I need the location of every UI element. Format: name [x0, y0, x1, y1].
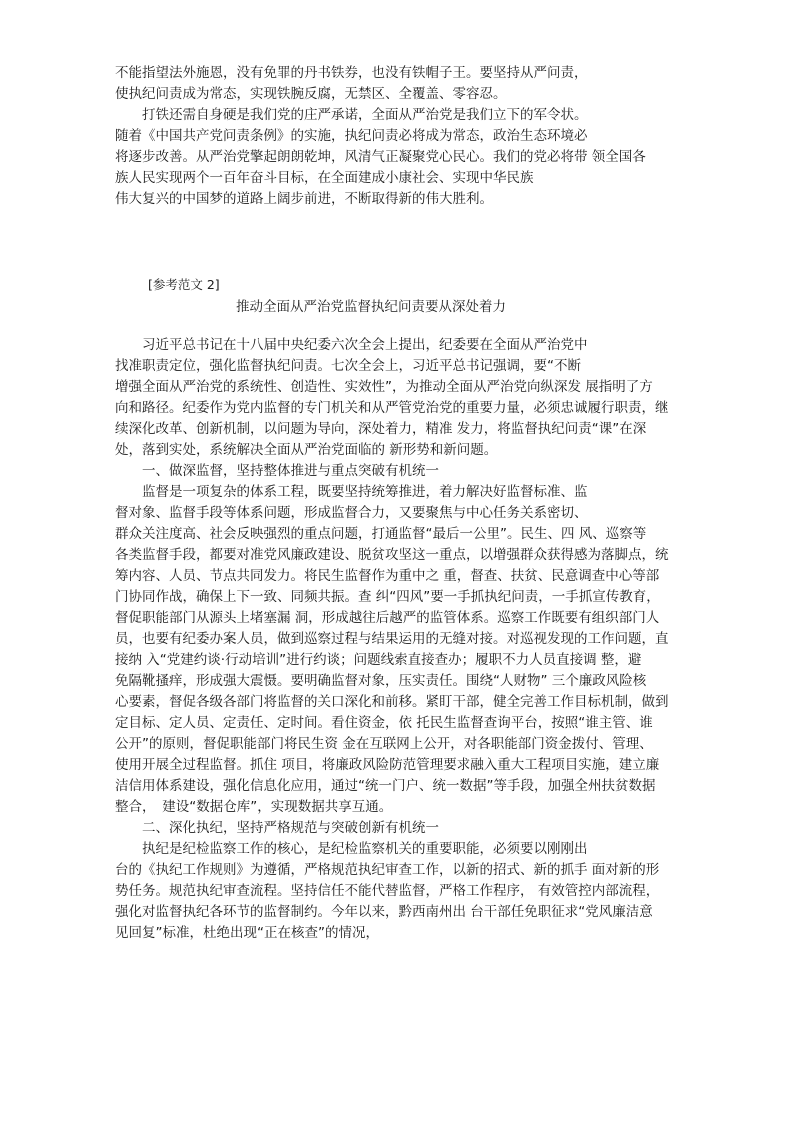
paragraph-line: 势任务。规范执纪审查流程。坚持信任不能代替监督，严格工作程序， 有效管控内部流程， — [115, 883, 660, 899]
paragraph-line: 强化对监督执纪各环节的监督制约。今年以来，黔西南州出 台干部任免职征求“党风廉洁意 — [115, 904, 653, 920]
paragraph-line: 员，也要有纪委办案人员，做到巡察过程与结果运用的无缝对接。对巡视发现的工作问题，直 — [115, 631, 669, 647]
reference-caption: [参考范文 2] — [148, 277, 220, 292]
paragraph-line: 使用开展全过程监督。抓住 项目，将廉政风险防范管理要求融入重大工程项目实施，建立廉 — [115, 757, 660, 773]
paragraph-line: 找准职责定位，强化监督执纪问责。七次全会上，习近平总书记强调，要“不断 — [115, 358, 581, 374]
paragraph-line: 筹内容、人员、节点共同发力。将民生监督作为重中之 重，督查、扶贫、民意调查中心等部 — [115, 568, 660, 584]
paragraph-line: 监督是一项复杂的体系工程，既要坚持统筹推进，着力解决好监督标准、监 — [115, 484, 588, 500]
paragraph-line: 各类监督手段，都要对准党风廉政建设、脱贫攻坚这一重点，以增强群众获得感为落脚点，统 — [115, 547, 669, 563]
paragraph-line: 群众关注度高、社会反映强烈的重点问题，打通监督“最后一公里”。民生、四 风、巡察等 — [115, 526, 647, 542]
paragraph-line: 洁信用体系建设，强化信息化应用，通过“统一门户、统一数据”等手段，加强全州扶贫数据 — [115, 778, 656, 794]
paragraph-line: 心要素，督促各级各部门将监督的关口深化和前移。紧盯干部，健全完善工作目标机制，做到 — [115, 694, 669, 710]
paragraph-line: 随着《中国共产党问责条例》的实施，执纪问责必将成为常态，政治生态环境必 — [115, 128, 588, 144]
paragraph-line: 见回复”标准，杜绝出现“正在核查”的情况， — [115, 925, 379, 941]
paragraph-line: 续深化改革、创新机制，以问题为导向，深处着力，精准 发力，将监督执纪问责“课”在深 — [115, 421, 647, 437]
paragraph-line: 习近平总书记在十八届中央纪委六次全会上提出，纪委要在全面从严治党中 — [115, 337, 588, 353]
paragraph-line: 免隔靴搔痒，形成强大震慑。要明确监督对象，压实责任。围绕“人财物” 三个廉政风险核 — [115, 673, 647, 689]
paragraph-line: 使执纪问责成为常态，实现铁腕反腐，无禁区、全覆盖、零容忍。 — [115, 86, 507, 102]
paragraph-line: 督促职能部门从源头上堵塞漏 洞，形成越往后越严的监管体系。巡察工作既要有组织部门人 — [115, 610, 660, 626]
paragraph-line: 公开”的原则，督促职能部门将民生资 金在互联网上公开，对各职能部门资金拨付、管理、 — [115, 736, 653, 752]
paragraph-line: 伟大复兴的中国梦的道路上阔步前进，不断取得新的伟大胜利。 — [115, 191, 493, 207]
paragraph-line: 督对象、监督手段等体系问题，形成监督合力，又要聚焦与中心任务关系密切、 — [115, 505, 588, 521]
paragraph-line: 将逐步改善。从严治党擎起朗朗乾坤，风清气正凝聚党心民心。我们的党必将带 领全国各 — [115, 149, 646, 165]
paragraph-line: 整合， 建设“数据仓库”，实现数据共享互通。 — [115, 799, 393, 815]
section-heading: 一、做深监督，坚持整体推进与重点突破有机统一 — [115, 463, 439, 479]
paragraph-line: 处，落到实处，系统解决全面从严治党面临的 新形势和新问题。 — [115, 442, 498, 458]
paragraph-line: 不能指望法外施恩，没有免罪的丹书铁券，也没有铁帽子王。要坚持从严问责， — [115, 65, 588, 81]
paragraph-line: 门协同作战，确保上下一致、同频共振。查 纠“四风”要一手抓执纪问责，一手抓宣传教育， — [115, 589, 660, 605]
article-title: 推动全面从严治党监督执纪问责要从深处着力 — [236, 299, 506, 315]
paragraph-line: 定目标、定人员、定责任、定时间。看住资金，依 托民生监督查询平台，按照“谁主管、谁 — [115, 715, 653, 731]
paragraph-line: 接纳 入“党建约谈·行动培训”进行约谈；问题线索直接查办；履职不力人员直接调 整，避 — [115, 652, 642, 668]
paragraph-line: 族人民实现两个一百年奋斗目标，在全面建成小康社会、实现中华民族 — [115, 170, 534, 186]
paragraph-line: 打铁还需自身硬是我们党的庄严承诺，全面从严治党是我们立下的军令状。 — [115, 107, 588, 123]
paragraph-line: 台的《执纪工作规则》为遵循，严格规范执纪审查工作，以新的招式、新的抓手 面对新的形 — [115, 862, 660, 878]
section-heading: 二、深化执纪，坚持严格规范与突破创新有机统一 — [115, 820, 439, 836]
paragraph-line: 执纪是纪检监察工作的核心，是纪检监察机关的重要职能，必须要以刚刚出 — [115, 841, 588, 857]
paragraph-line: 向和路径。纪委作为党内监督的专门机关和从严管党治党的重要力量，必须忠诚履行职责，继 — [115, 400, 669, 416]
paragraph-line: 增强全面从严治党的系统性、创造性、实效性”，为推动全面从严治党向纵深发 展指明了方 — [115, 379, 653, 395]
